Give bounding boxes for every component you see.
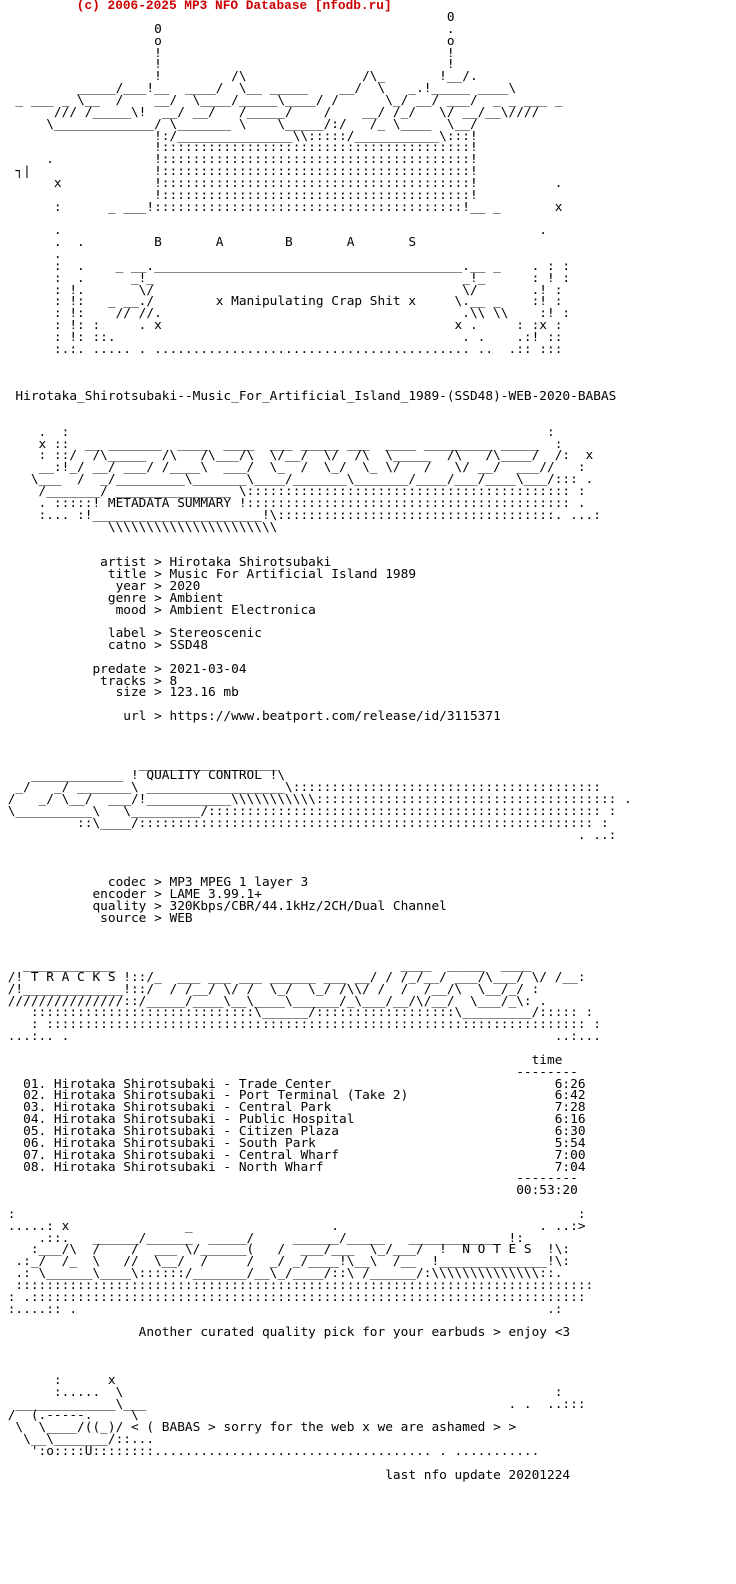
- nfo-line: \ \____/((_)/ < ( BABAS > sorry for the web x we are ashamed > >: [0, 1420, 517, 1436]
- nfo-line: !:/_______________\\:::::/___________\:::!: [0, 128, 478, 144]
- nfo-line: :::::::::::::::::::::::::::::\______/::::::::::::::::::\_________/::::: :: [0, 1005, 594, 1021]
- nfo-line: tracks > 8: [0, 673, 178, 689]
- nfo-line: --------: [0, 1171, 578, 1187]
- nfo-line: .:_/ /_ \ // \__/ / / _/ _/____!\__\ /__ !______________!\:: [0, 1254, 571, 1270]
- nfo-line: \_____________/ \_______ \ \_____/:/ /_ \____ \__/: [0, 116, 478, 132]
- nfo-line: source > WEB: [0, 910, 193, 926]
- nfo-line: : !: ::. . . .:! ::: [0, 329, 563, 345]
- nfo-line: 02. Hirotaka Shirotsubaki - Port Terminal (Take 2) 6:42: [0, 1088, 586, 1104]
- nfo-line: /// /_____\! __/ __/ /_____/ / __/ /_/ \/ __/__\////: [0, 104, 540, 120]
- nfo-line: 05. Hirotaka Shirotsubaki - Citizen Plaza 6:30: [0, 1123, 586, 1139]
- nfo-line: _____________\___ . . ..:::: [0, 1396, 586, 1412]
- nfo-line: genre > Ambient: [0, 590, 224, 606]
- nfo-line: 0 .: [0, 21, 455, 37]
- nfo-line: !::::::::::::::::::::::::::::::::::::::::!: [0, 187, 478, 203]
- nfo-line: .: [0, 247, 62, 262]
- nfo-line: Hirotaka_Shirotsubaki--Music_For_Artificial_Island_1989-(SSD48)-WEB-2020-BABAS: [0, 389, 617, 405]
- nfo-line: 03. Hirotaka Shirotsubaki - Central Park 7:28: [0, 1100, 586, 1116]
- nfo-line: __________________: [0, 756, 278, 772]
- nfo-line: !::::::::::::::::::::::::::::::::::::::::!: [0, 140, 478, 156]
- nfo-line: url > https://www.beatport.com/release/id/3115371: [0, 709, 501, 725]
- nfo-line: \__________\ \_________/::::::::::::::::::::::::::::::::::::::::::::::::::: :: [0, 803, 617, 819]
- nfo-line: : !. \/ \/ .! :: [0, 282, 563, 298]
- nfo-line: ///////////////::/_____/____\__\____\______/_\___/__/\/__/ \___/_\: .: [0, 993, 548, 1009]
- nfo-line: \___ / _/_________\_______\____/_______\_______/____/___/____\___/::: .: [0, 472, 594, 488]
- nfo-line: .: \______\____\::::::/_______/__\_/____/::\ /______/:\\\\\\\\\\\\\\::.: [0, 1266, 563, 1282]
- nfo-line: . .: [0, 223, 548, 239]
- nfo-line: size > 123.16 mb: [0, 685, 239, 701]
- nfo-line: o o: [0, 33, 455, 49]
- nfo-line: ! !: [0, 57, 455, 73]
- nfo-line: :::::::::::::::::::::::::::::::::::::::::::::::::::::::::::::::::::::::::::: [0, 1278, 594, 1293]
- nfo-line: encoder > LAME 3.99.1+: [0, 886, 262, 902]
- nfo-line: :..... \ :: [0, 1384, 563, 1400]
- nfo-line: .....: x _ . . ..:>: [0, 1218, 586, 1234]
- nfo-line: 07. Hirotaka Shirotsubaki - Central Wharf 7:00: [0, 1147, 586, 1163]
- nfo-line: mood > Ambient Electronica: [0, 602, 316, 618]
- nfo-line: ! !: [0, 45, 455, 61]
- nfo-line: __:!_/ __/ ___/ /____\ ___/ \_ / \_/ \_ \/ / \/ __/ ___// :: [0, 460, 586, 476]
- nfo-line: :.:. ..... . ......................................... .. .:: :::: [0, 341, 563, 357]
- nfo-line: catno > SSD48: [0, 638, 209, 653]
- nfo-line: 00:53:20: [0, 1183, 578, 1199]
- nfo-line: x !::::::::::::::::::::::::::::::::::::::::! .: [0, 175, 563, 191]
- nfo-line: year > 2020: [0, 578, 201, 594]
- nfo-line: codec > MP3 MPEG 1 layer 3: [0, 875, 309, 890]
- nfo-line: time: [0, 1052, 563, 1068]
- nfo-line: . :::::! METADATA SUMMARY !:::::::::::::::::::::::::::::::::::::::::: .: [0, 495, 586, 511]
- nfo-line: ...:.. . ..:...: [0, 1029, 601, 1045]
- nfo-line: ':o::::U::::::::.................................... . ...........: [0, 1443, 540, 1459]
- nfo-line: label > Stereoscenic: [0, 626, 262, 642]
- nfo-line: 06. Hirotaka Shirotsubaki - South Park 5:54: [0, 1135, 586, 1151]
- nfo-line: : ::/ /\_____ /\ /\___/\ \/__/ \/ /\ \_____ /\ /\____/ /: x: [0, 448, 594, 464]
- nfo-line: : . _ __.________________________________________.__ _ . : :: [0, 258, 571, 274]
- nfo-line: : . _!_ _!_ : ! :: [0, 270, 571, 286]
- nfo-line: : x: [0, 1372, 116, 1388]
- nfo-line: : _ ___!::::::::::::::::::::::::::::::::::::::::!__ _ x: [0, 199, 563, 215]
- nfo-line: /!_____________!::/ / /__/ \/ / \_/ \_/ /\\/ / / /__/\ \__/_/ :: [0, 981, 540, 997]
- nfo-line: predate > 2021-03-04: [0, 661, 247, 677]
- nfo-line: 0: [0, 10, 455, 25]
- nfo-line: .::. ______/______ _____/ ______/_____ ____________ !:: [0, 1230, 524, 1246]
- nfo-line: ____________ ____ _____ ____: [0, 958, 532, 973]
- nfo-line: ::\____/::::::::::::::::::::::::::::::::::::::::::::::::::::::::::: :: [0, 815, 609, 831]
- nfo-line: quality > 320Kbps/CBR/44.1kHz/2CH/Dual Channel: [0, 898, 447, 914]
- nfo-line: 04. Hirotaka Shirotsubaki - Public Hospital 6:16: [0, 1112, 586, 1127]
- nfo-line: / _/ \__/ ___/!___________\\\\\\\\\\\::::::::::::::::::::::::::::::::::::::: .: [0, 792, 632, 808]
- nfo-line: :....:: . .:: [0, 1301, 563, 1317]
- nfo-line: : !: _ __./ x Manipulating Crap Shit x \.__ _ :! :: [0, 294, 563, 310]
- nfo-line: x :: __ _______ ____ ____ ___ _____ ___ ____ _________ _____ :: [0, 436, 563, 452]
- nfo-line: ____________ ! QUALITY CONTROL !\: [0, 768, 286, 784]
- copyright-header: (c) 2006-2025 MP3 NFO Database [nfodb.ru]: [0, 0, 392, 13]
- nfo-line: 08. Hirotaka Shirotsubaki - North Wharf 7:04: [0, 1159, 586, 1175]
- nfo-line: Another curated quality pick for your earbuds > enjoy <3: [0, 1325, 571, 1341]
- nfo-line: /_______/ _______________ \:::::::::::::::::::::::::::::::::::::::::: :: [0, 484, 586, 499]
- nfo-line: --------: [0, 1064, 578, 1080]
- nfo-line: _____/___!__ ____/ \__ _____ __/ \ _.!_____ ____\: [0, 81, 517, 97]
- nfo-line: last nfo update 20201224: [0, 1467, 571, 1483]
- nfo-line: _ ___ _ \__ / __/ \____/_____\____/ / \_/ __/ ___/ _ _ ___ _: [0, 93, 563, 108]
- nfo-line: 01. Hirotaka Shirotsubaki - Trade Center 6:26: [0, 1076, 586, 1092]
- nfo-line: \\\\\\\\\\\\\\\\\\\\\\: [0, 519, 278, 535]
- nfo-line: . !::::::::::::::::::::::::::::::::::::::::!: [0, 152, 478, 168]
- nfo-line: : :: [0, 1206, 586, 1222]
- nfo-line: /! T R A C K S !::/_ ___ ___ ___ ______ ___ __/ / /_/__/ ___/\___/ \/ /__:: [0, 969, 586, 985]
- nfo-line: . . B A B A S: [0, 235, 417, 251]
- nfo-line: : !: : . x x . : :x :: [0, 318, 563, 334]
- nfo-line: ┐| !::::::::::::::::::::::::::::::::::::::::!: [0, 164, 478, 179]
- nfo-line: :___/\ / / ___ \/______( / ___/___ \_/___/ ! N O T E S !\:: [0, 1242, 571, 1258]
- nfo-line: title > Music For Artificial Island 1989: [0, 566, 417, 582]
- nfo-line: : !: // //. .\\ \\ :! :: [0, 306, 571, 322]
- nfo-line: :... :!______________________!\::::::::::::::::::::::::::::::::::::. ...:: [0, 507, 601, 523]
- nfo-line: . ..:: [0, 827, 617, 843]
- nfo-line: : .::::::::::::::::::::::::::::::::::::::::::::::::::::::::::::::::::::::::: [0, 1289, 586, 1305]
- nfo-line: ! /\ /\_ !__/.: [0, 69, 478, 85]
- nfo-line: : :::::::::::::::::::::::::::::::::::::::::::::::::::::::::::::::::::::: :: [0, 1017, 601, 1033]
- nfo-line: \__\_______/::...: [0, 1432, 155, 1447]
- nfo-line: / (.-----. \: [0, 1408, 139, 1424]
- nfo-line: _/ _/ _______\ __________________\::::::::::::::::::::::::::::::::::::::::: [0, 780, 601, 796]
- nfo-line: artist > Hirotaka Shirotsubaki: [0, 555, 332, 571]
- nfo-line: . : :: [0, 424, 555, 440]
